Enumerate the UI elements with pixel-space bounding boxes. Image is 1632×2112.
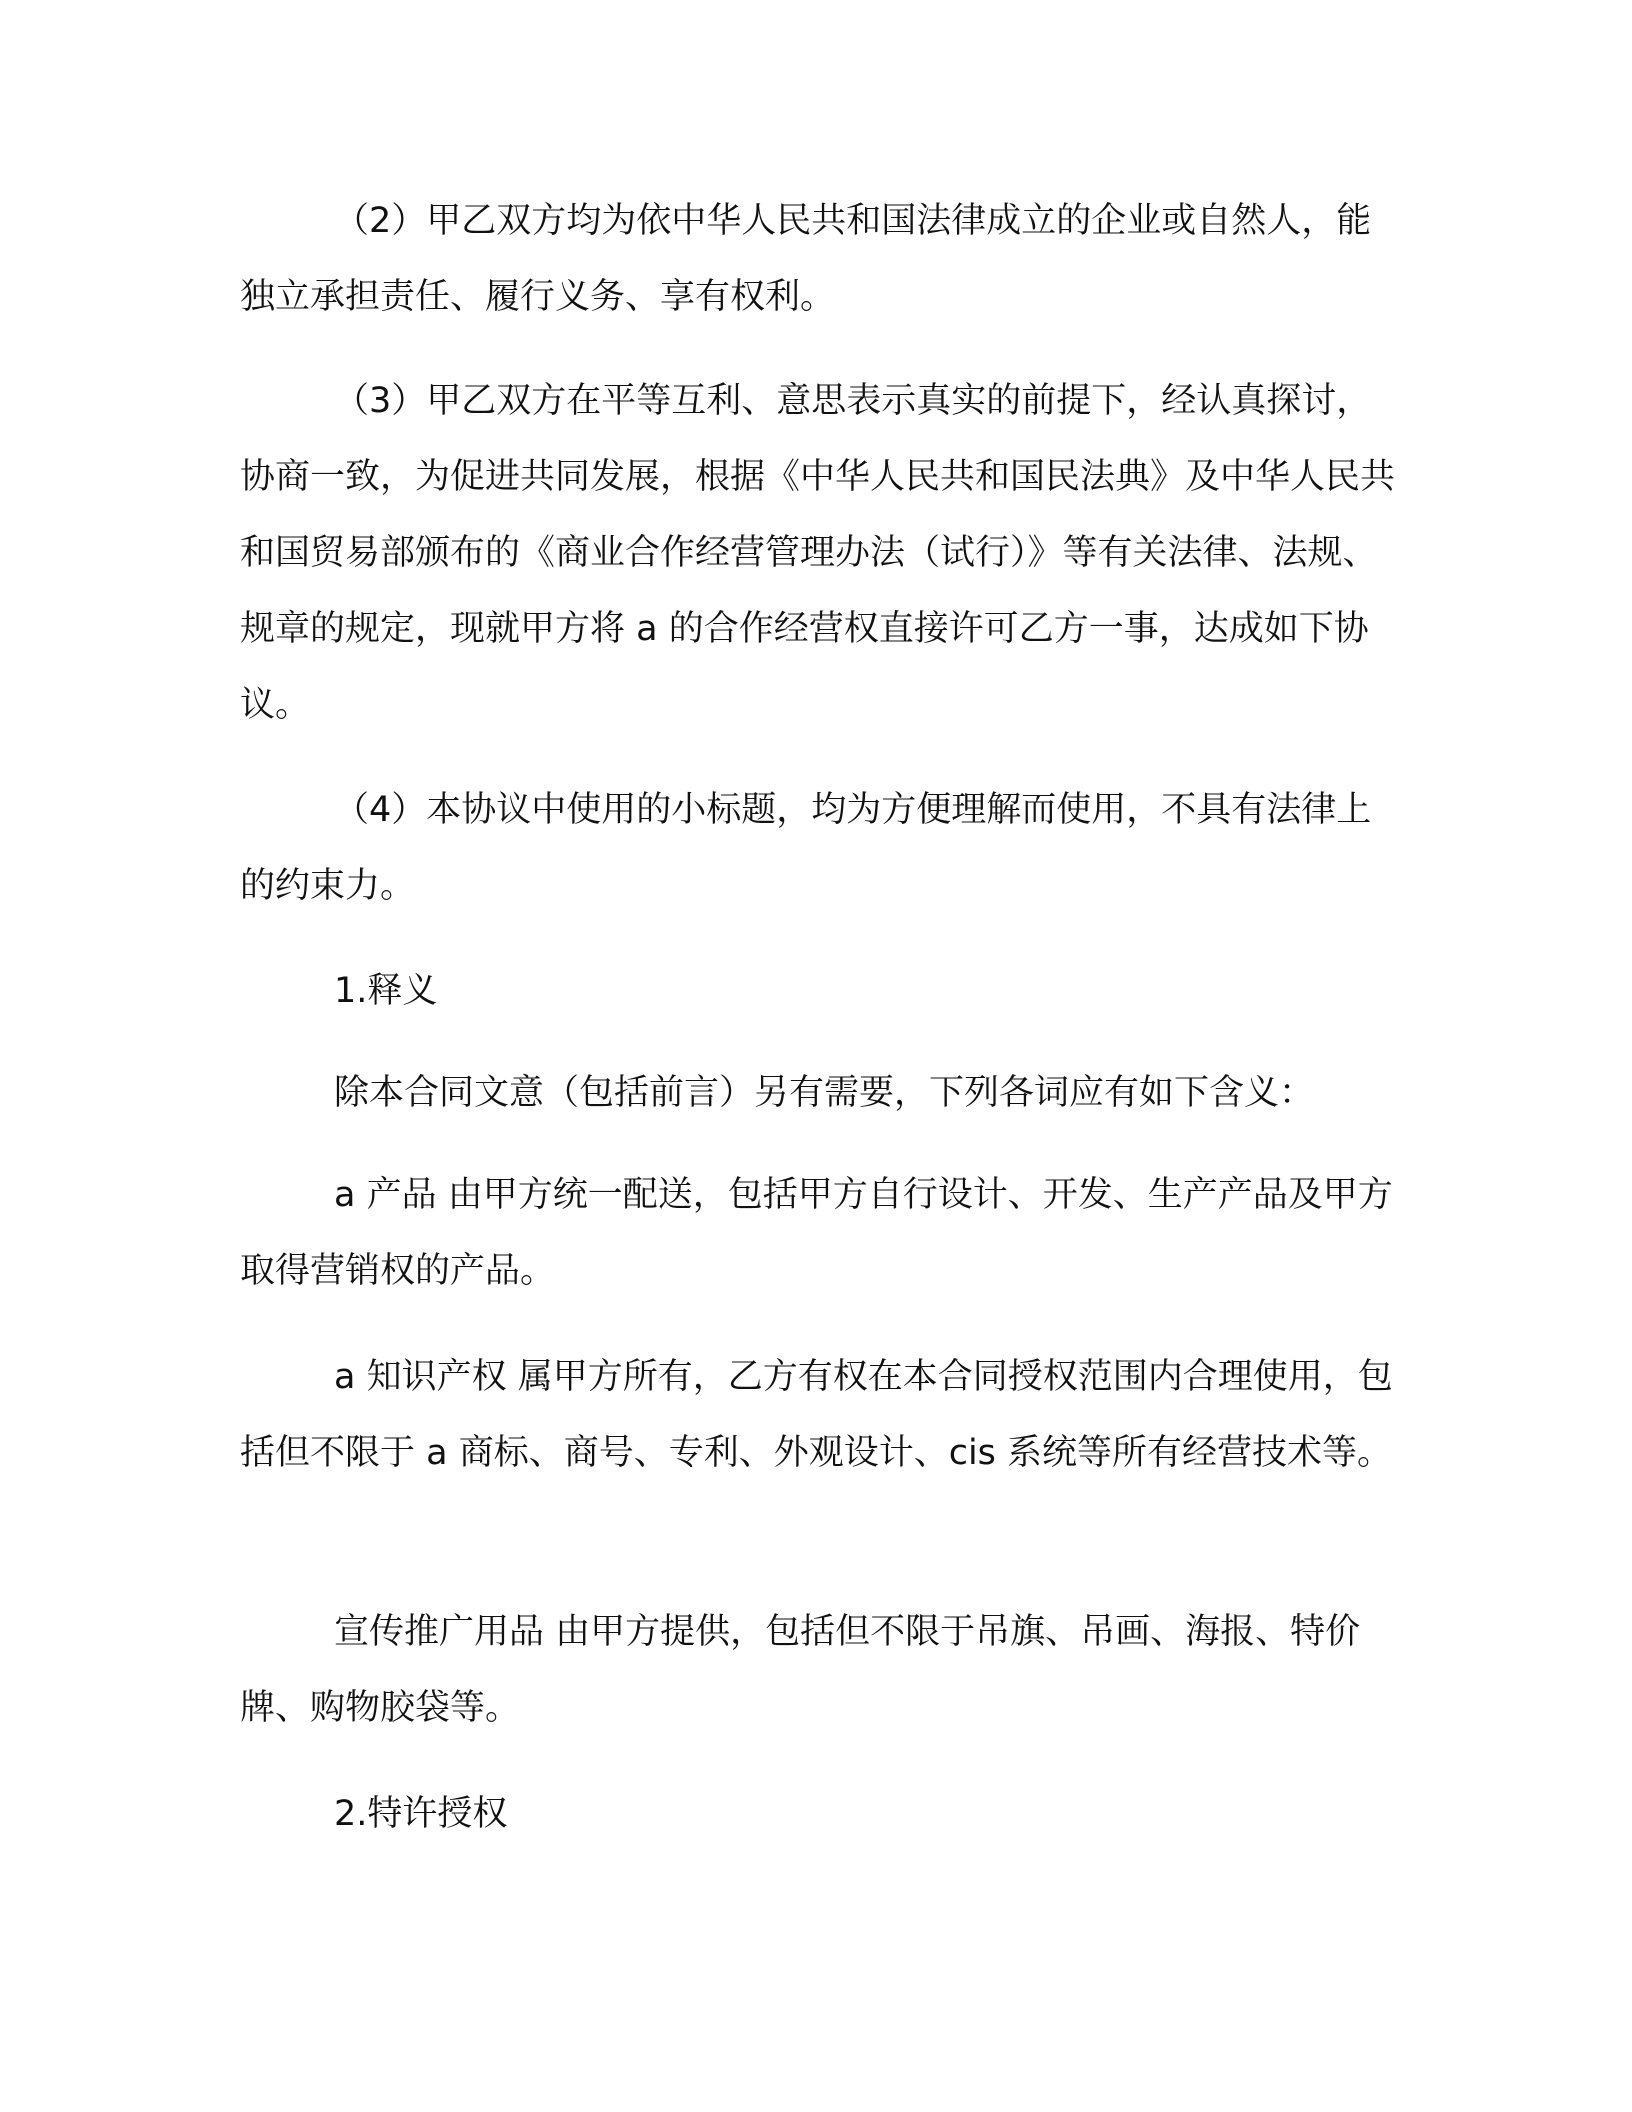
paragraph-definition-products: a 产品 由甲方统一配送，包括甲方自行设计、开发、生产产品及甲方取得营销权的产品。 [240,1175,1393,1291]
paragraph-definition-promotional-items: 宣传推广用品 由甲方提供，包括但不限于吊旗、吊画、海报、特价牌、购物胶袋等。 [240,1612,1361,1728]
paragraph-parties-legal-status: （2）甲乙双方均为依中华人民共和国法律成立的企业或自然人，能独立承担责任、履行义务、享有权利。 [240,201,1372,317]
paragraph-definitions-intro: 除本合同文意（包括前言）另有需要，下列各词应有如下含义： [334,1073,1315,1113]
paragraph-headings-not-binding: （4）本协议中使用的小标题，均为方便理解而使用，不具有法律上的约束力。 [240,790,1372,906]
paragraph-definition-intellectual-property: a 知识产权 属甲方所有，乙方有权在本合同授权范围内合理使用，包括但不限于 a 商标、商号、专利、外观设计、cis 系统等所有经营技术等。 [240,1357,1393,1473]
paragraph-agreement-basis: （3）甲乙双方在平等互利、意思表示真实的前提下，经认真探讨，协商一致，为促进共同发展，根据《中华人民共和国民法典》及中华人民共和国贸易部颁布的《商业合作经营管理办法（试行）》等有关法律、法规、规章的规定，现就甲方将 a 的合作经营权直接许可乙方一事，达成如下协议。 [240,381,1396,725]
section-heading-definitions: 1.释义 [334,971,438,1011]
section-heading-franchise-authorization: 2.特许授权 [334,1794,508,1834]
